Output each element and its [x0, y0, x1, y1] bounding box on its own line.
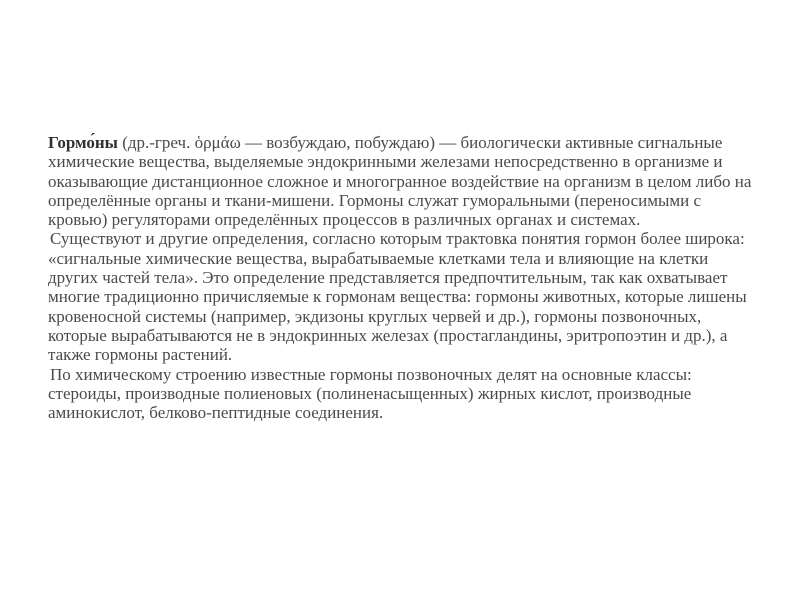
text-body	[48, 133, 760, 422]
paragraph-definition	[48, 133, 760, 229]
paragraph-other-definitions: Существуют и другие определения, согласно которым трактовка понятия гормон более широка: «сигнальные химические вещества, вырабатываемые клетками тела и влияющие на клетки других частей тела». Это определение представляется предпочтительным, так как охватывает многие традиционно причисляемые к гормонам вещества: гормоны животных, которые лишены кровеносной системы (например, экдизоны круглых червей и др.), гормоны позвоночных, которые вырабатываются не в эндокринных железах (простагландины, эритропоэтин и др.), а также гормоны растений.	[48, 229, 747, 365]
definition-text: (др.-греч. ὁρμάω — возбуждаю, побуждаю) — биологически активные сигнальные химические вещества, выделяемые эндокринными железами непосредственно в организме и оказывающие дистанционное сложное и многогранное воздействие на организм в целом либо на определённые органы и ткани-мишени. Гормоны служат гуморальными (переносимыми с кровью) регуляторами определённых процессов в различных органах и системах.	[48, 133, 752, 230]
term-hormones: Гормо́ны	[48, 133, 118, 152]
paragraph-chemical-classes: По химическому строению известные гормоны позвоночных делят на основные классы: стероиды, производные полиеновых (полиненасыщенных) жирных кислот, производные аминокислот, белково-пептидные соединения.	[48, 364, 692, 423]
